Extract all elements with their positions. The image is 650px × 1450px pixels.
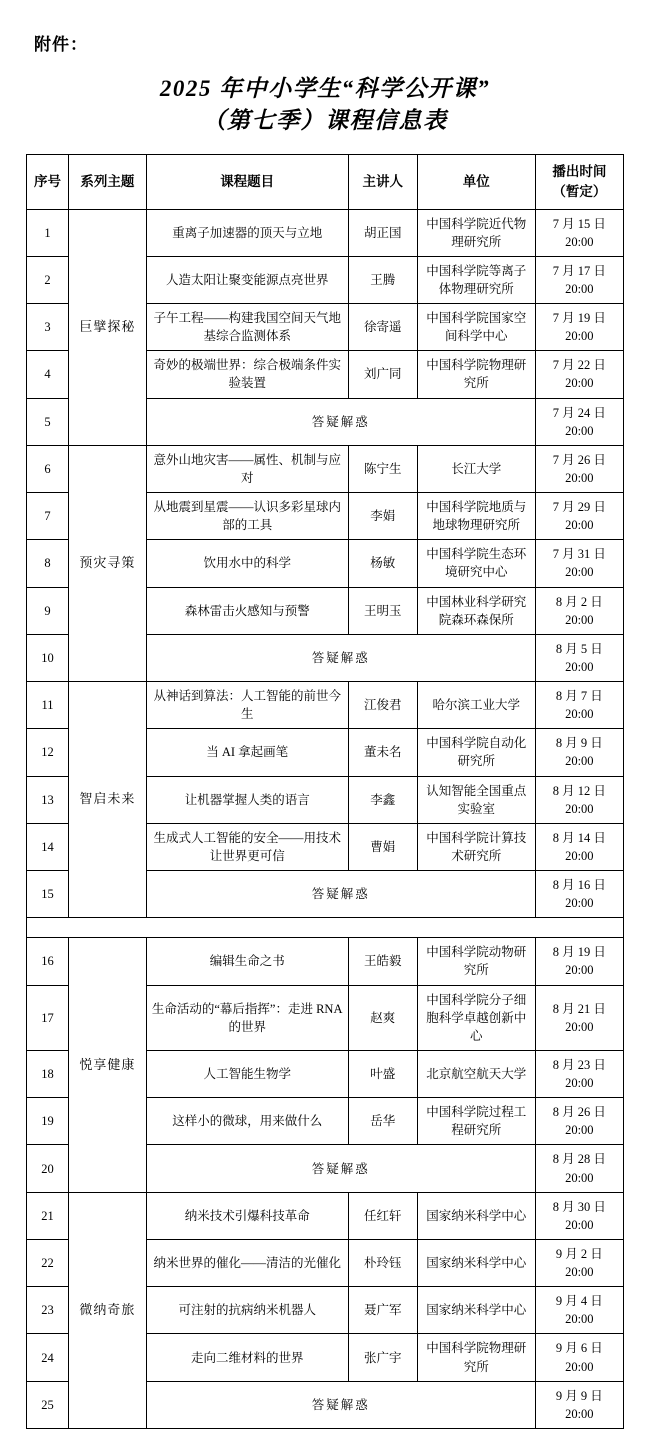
cell-no: 7 (27, 493, 69, 540)
cell-speaker: 胡正国 (348, 209, 417, 256)
broadcast-clock: 20:00 (565, 1359, 594, 1374)
cell-no: 3 (27, 304, 69, 351)
broadcast-clock: 20:00 (565, 565, 594, 580)
cell-broadcast-time (535, 729, 623, 776)
broadcast-clock: 20:00 (565, 281, 594, 296)
cell-course-title: 走向二维材料的世界 (146, 1334, 348, 1381)
cell-no: 4 (27, 351, 69, 398)
broadcast-date: 7 月 29 日 (552, 500, 606, 515)
cell-organization: 中国科学院国家空间科学中心 (417, 304, 535, 351)
cell-broadcast-time (535, 823, 623, 870)
broadcast-date: 7 月 19 日 (552, 311, 606, 326)
cell-speaker: 徐寄遥 (348, 304, 417, 351)
cell-speaker: 李鑫 (348, 776, 417, 823)
cell-broadcast-time (535, 938, 623, 985)
cell-course-title: 答疑解惑 (146, 398, 535, 445)
cell-speaker: 王腾 (348, 256, 417, 303)
broadcast-clock: 20:00 (565, 329, 594, 344)
broadcast-date: 8 月 2 日 (555, 594, 603, 609)
cell-no: 17 (27, 985, 69, 1050)
cell-organization: 国家纳米科学中心 (417, 1192, 535, 1239)
cell-broadcast-time (535, 1287, 623, 1334)
cell-broadcast-time (535, 776, 623, 823)
cell-no: 22 (27, 1239, 69, 1286)
cell-no: 2 (27, 256, 69, 303)
cell-course-title: 让机器掌握人类的语言 (146, 776, 348, 823)
cell-no: 5 (27, 398, 69, 445)
cell-organization: 中国科学院计算技术研究所 (417, 823, 535, 870)
header-speaker: 主讲人 (348, 155, 417, 209)
cell-speaker: 赵爽 (348, 985, 417, 1050)
broadcast-date: 8 月 23 日 (552, 1057, 606, 1072)
header-title: 课程题目 (146, 155, 348, 209)
cell-broadcast-time (535, 1145, 623, 1192)
cell-speaker: 刘广同 (348, 351, 417, 398)
cell-no: 12 (27, 729, 69, 776)
cell-no: 15 (27, 871, 69, 918)
header-org: 单位 (417, 155, 535, 209)
cell-speaker: 王明玉 (348, 587, 417, 634)
broadcast-clock: 20:00 (565, 896, 594, 911)
broadcast-date: 9 月 9 日 (555, 1388, 603, 1403)
page-title (66, 73, 584, 136)
broadcast-date: 8 月 19 日 (552, 945, 606, 960)
broadcast-clock: 20:00 (565, 963, 594, 978)
header-time-line-2: （暂定） (552, 184, 607, 200)
cell-broadcast-time (535, 256, 623, 303)
cell-course-title: 人造太阳让聚变能源点亮世界 (146, 256, 348, 303)
cell-course-title: 人工智能生物学 (146, 1050, 348, 1097)
cell-broadcast-time (535, 871, 623, 918)
cell-series-theme: 预灾寻策 (69, 445, 147, 681)
broadcast-date: 8 月 30 日 (552, 1199, 606, 1214)
broadcast-clock: 20:00 (565, 754, 594, 769)
cell-broadcast-time (535, 398, 623, 445)
cell-organization: 中国科学院动物研究所 (417, 938, 535, 985)
cell-organization: 中国科学院近代物理研究所 (417, 209, 535, 256)
broadcast-date: 8 月 9 日 (555, 736, 603, 751)
cell-speaker: 任红轩 (348, 1192, 417, 1239)
broadcast-date: 9 月 2 日 (555, 1246, 603, 1261)
cell-broadcast-time (535, 351, 623, 398)
broadcast-date: 8 月 16 日 (552, 878, 606, 893)
header-series: 系列主题 (69, 155, 147, 209)
cell-organization: 中国科学院物理研究所 (417, 1334, 535, 1381)
cell-broadcast-time (535, 682, 623, 729)
cell-course-title: 从神话到算法：人工智能的前世今生 (146, 682, 348, 729)
cell-speaker: 杨敏 (348, 540, 417, 587)
cell-course-title: 森林雷击火感知与预警 (146, 587, 348, 634)
table-body (27, 209, 624, 1428)
table-row (27, 1192, 624, 1239)
cell-course-title: 生成式人工智能的安全——用技术让世界更可信 (146, 823, 348, 870)
broadcast-date: 9 月 4 日 (555, 1294, 603, 1309)
cell-organization: 中国科学院自动化研究所 (417, 729, 535, 776)
broadcast-clock: 20:00 (565, 848, 594, 863)
broadcast-clock: 20:00 (565, 1265, 594, 1280)
cell-no: 14 (27, 823, 69, 870)
cell-speaker: 李娟 (348, 493, 417, 540)
header-time-line-1: 播出时间 (552, 164, 607, 180)
cell-no: 19 (27, 1098, 69, 1145)
cell-broadcast-time (535, 1381, 623, 1428)
broadcast-date: 8 月 5 日 (555, 641, 603, 656)
cell-no: 6 (27, 445, 69, 492)
cell-course-title: 意外山地灾害——属性、机制与应对 (146, 445, 348, 492)
broadcast-clock: 20:00 (565, 1312, 594, 1327)
broadcast-date: 8 月 14 日 (552, 830, 606, 845)
cell-organization: 哈尔滨工业大学 (417, 682, 535, 729)
cell-no: 9 (27, 587, 69, 634)
cell-broadcast-time (535, 445, 623, 492)
cell-course-title: 当 AI 拿起画笔 (146, 729, 348, 776)
cell-speaker: 岳华 (348, 1098, 417, 1145)
cell-organization: 国家纳米科学中心 (417, 1239, 535, 1286)
broadcast-clock: 20:00 (565, 1406, 594, 1421)
cell-broadcast-time (535, 1334, 623, 1381)
page-title-line-2: （第七季）课程信息表 (202, 107, 448, 133)
cell-course-title: 纳米世界的催化——清洁的光催化 (146, 1239, 348, 1286)
broadcast-clock: 20:00 (565, 1019, 594, 1034)
cell-no: 20 (27, 1145, 69, 1192)
cell-no: 21 (27, 1192, 69, 1239)
broadcast-clock: 20:00 (565, 518, 594, 533)
cell-broadcast-time (535, 985, 623, 1050)
cell-no: 8 (27, 540, 69, 587)
cell-organization: 国家纳米科学中心 (417, 1287, 535, 1334)
cell-organization: 中国科学院地质与地球物理研究所 (417, 493, 535, 540)
cell-no: 18 (27, 1050, 69, 1097)
cell-speaker: 朴玲钰 (348, 1239, 417, 1286)
cell-broadcast-time (535, 209, 623, 256)
cell-speaker: 叶盛 (348, 1050, 417, 1097)
broadcast-clock: 20:00 (565, 659, 594, 674)
cell-no: 1 (27, 209, 69, 256)
cell-series-theme: 悦享健康 (69, 938, 147, 1192)
cell-series-theme: 微纳奇旅 (69, 1192, 147, 1428)
broadcast-clock: 20:00 (565, 1217, 594, 1232)
cell-speaker: 聂广军 (348, 1287, 417, 1334)
table-row (27, 445, 624, 492)
broadcast-clock: 20:00 (565, 1170, 594, 1185)
broadcast-clock: 20:00 (565, 423, 594, 438)
cell-broadcast-time (535, 540, 623, 587)
cell-broadcast-time (535, 634, 623, 681)
broadcast-clock: 20:00 (565, 1076, 594, 1091)
broadcast-clock: 20:00 (565, 612, 594, 627)
cell-broadcast-time (535, 304, 623, 351)
cell-course-title: 编辑生命之书 (146, 938, 348, 985)
table-section-gap-cell (27, 918, 624, 938)
broadcast-date: 7 月 17 日 (552, 263, 606, 278)
cell-series-theme: 智启未来 (69, 682, 147, 918)
broadcast-date: 7 月 31 日 (552, 547, 606, 562)
cell-organization: 北京航空航天大学 (417, 1050, 535, 1097)
cell-no: 13 (27, 776, 69, 823)
cell-organization: 中国科学院物理研究所 (417, 351, 535, 398)
broadcast-date: 7 月 24 日 (552, 405, 606, 420)
cell-course-title: 答疑解惑 (146, 1145, 535, 1192)
cell-broadcast-time (535, 1050, 623, 1097)
table-row (27, 682, 624, 729)
cell-course-title: 纳米技术引爆科技革命 (146, 1192, 348, 1239)
cell-no: 24 (27, 1334, 69, 1381)
broadcast-clock: 20:00 (565, 234, 594, 249)
cell-speaker: 张广宇 (348, 1334, 417, 1381)
broadcast-date: 8 月 12 日 (552, 783, 606, 798)
cell-organization: 中国科学院等离子体物理研究所 (417, 256, 535, 303)
cell-no: 16 (27, 938, 69, 985)
table-row (27, 938, 624, 985)
cell-course-title: 重离子加速器的顶天与立地 (146, 209, 348, 256)
cell-broadcast-time (535, 1098, 623, 1145)
broadcast-date: 8 月 26 日 (552, 1105, 606, 1120)
cell-organization: 认知智能全国重点实验室 (417, 776, 535, 823)
cell-broadcast-time (535, 493, 623, 540)
cell-course-title: 生命活动的“幕后指挥”：走进 RNA 的世界 (146, 985, 348, 1050)
cell-course-title: 答疑解惑 (146, 871, 535, 918)
broadcast-date: 9 月 6 日 (555, 1341, 603, 1356)
cell-course-title: 饮用水中的科学 (146, 540, 348, 587)
cell-organization: 中国科学院分子细胞科学卓越创新中心 (417, 985, 535, 1050)
cell-course-title: 奇妙的极端世界：综合极端条件实验装置 (146, 351, 348, 398)
page-title-line-1: 2025 年中小学生“科学公开课” (159, 76, 491, 101)
cell-organization: 中国科学院过程工程研究所 (417, 1098, 535, 1145)
broadcast-clock: 20:00 (565, 470, 594, 485)
cell-no: 25 (27, 1381, 69, 1428)
cell-broadcast-time (535, 587, 623, 634)
cell-speaker: 董未名 (348, 729, 417, 776)
table-header-row (27, 155, 624, 209)
cell-organization: 中国科学院生态环境研究中心 (417, 540, 535, 587)
cell-broadcast-time (535, 1192, 623, 1239)
broadcast-clock: 20:00 (565, 376, 594, 391)
cell-organization: 长江大学 (417, 445, 535, 492)
broadcast-date: 8 月 7 日 (555, 689, 603, 704)
cell-speaker: 曹娟 (348, 823, 417, 870)
broadcast-date: 8 月 28 日 (552, 1152, 606, 1167)
broadcast-date: 7 月 15 日 (552, 216, 606, 231)
broadcast-clock: 20:00 (565, 801, 594, 816)
header-no: 序号 (27, 155, 69, 209)
course-schedule-table (26, 154, 624, 1429)
cell-no: 10 (27, 634, 69, 681)
header-time (535, 155, 623, 209)
broadcast-clock: 20:00 (565, 1123, 594, 1138)
cell-broadcast-time (535, 1239, 623, 1286)
broadcast-date: 8 月 21 日 (552, 1001, 606, 1016)
cell-course-title: 从地震到星震——认识多彩星球内部的工具 (146, 493, 348, 540)
cell-no: 11 (27, 682, 69, 729)
cell-course-title: 这样小的微球，用来做什么 (146, 1098, 348, 1145)
table-section-gap (27, 918, 624, 938)
cell-series-theme: 巨擘探秘 (69, 209, 147, 445)
cell-speaker: 王皓毅 (348, 938, 417, 985)
cell-course-title: 答疑解惑 (146, 1381, 535, 1428)
table-row (27, 209, 624, 256)
broadcast-date: 7 月 22 日 (552, 358, 606, 373)
cell-course-title: 答疑解惑 (146, 634, 535, 681)
broadcast-clock: 20:00 (565, 707, 594, 722)
broadcast-date: 7 月 26 日 (552, 452, 606, 467)
cell-speaker: 陈宁生 (348, 445, 417, 492)
cell-course-title: 可注射的抗病纳米机器人 (146, 1287, 348, 1334)
cell-no: 23 (27, 1287, 69, 1334)
attachment-label: 附件： (34, 35, 88, 54)
cell-organization: 中国林业科学研究院森环森保所 (417, 587, 535, 634)
cell-course-title: 子午工程——构建我国空间天气地基综合监测体系 (146, 304, 348, 351)
cell-speaker: 江俊君 (348, 682, 417, 729)
